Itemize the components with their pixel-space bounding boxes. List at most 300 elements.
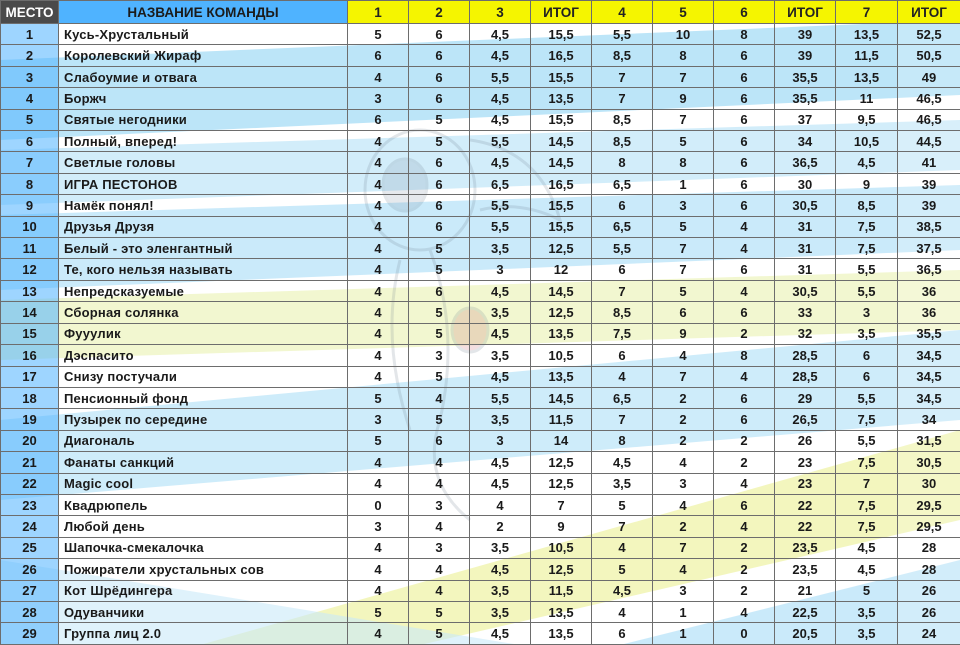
cell-round-7: 7,5 [836,238,898,259]
cell-subtotal-2: 21 [775,580,836,601]
cell-subtotal-2: 22 [775,516,836,537]
cell-subtotal-1: 16,5 [531,45,592,66]
cell-round-7: 8,5 [836,195,898,216]
cell-place: 21 [1,452,59,473]
cell-round-3: 5,5 [470,66,531,87]
cell-round-1: 4 [348,366,409,387]
cell-round-5: 5 [653,216,714,237]
cell-subtotal-1: 13,5 [531,366,592,387]
cell-round-7: 9 [836,173,898,194]
cell-place: 8 [1,173,59,194]
cell-total: 46,5 [898,88,960,109]
cell-round-5: 4 [653,452,714,473]
cell-round-5: 3 [653,473,714,494]
cell-round-7: 3 [836,302,898,323]
cell-total: 31,5 [898,430,960,451]
cell-round-5: 2 [653,516,714,537]
cell-round-5: 2 [653,409,714,430]
cell-place: 2 [1,45,59,66]
cell-team-name: Королевский Жираф [59,45,348,66]
cell-place: 13 [1,280,59,301]
cell-place: 22 [1,473,59,494]
cell-place: 19 [1,409,59,430]
cell-round-5: 7 [653,238,714,259]
cell-round-1: 4 [348,345,409,366]
cell-round-2: 6 [409,24,470,45]
cell-round-4: 7 [592,66,653,87]
cell-round-6: 4 [714,216,775,237]
cell-total: 38,5 [898,216,960,237]
cell-round-4: 6,5 [592,173,653,194]
cell-subtotal-2: 32 [775,323,836,344]
table-row [1,24,960,45]
cell-total: 34,5 [898,387,960,408]
cell-round-5: 5 [653,131,714,152]
cell-subtotal-1: 13,5 [531,623,592,645]
cell-round-1: 6 [348,109,409,130]
cell-round-6: 6 [714,387,775,408]
cell-round-6: 2 [714,430,775,451]
cell-subtotal-2: 26 [775,430,836,451]
table-row [1,131,960,152]
cell-team-name: Друзья Друзя [59,216,348,237]
cell-subtotal-1: 15,5 [531,109,592,130]
cell-round-2: 6 [409,216,470,237]
cell-subtotal-2: 23,5 [775,537,836,558]
cell-subtotal-2: 22 [775,494,836,515]
cell-round-7: 5,5 [836,430,898,451]
cell-total: 41 [898,152,960,173]
cell-place: 5 [1,109,59,130]
cell-round-3: 4,5 [470,109,531,130]
cell-round-4: 6 [592,195,653,216]
cell-round-3: 6,5 [470,173,531,194]
cell-subtotal-2: 20,5 [775,623,836,645]
cell-round-1: 3 [348,88,409,109]
cell-round-5: 6 [653,302,714,323]
cell-team-name: Снизу постучали [59,366,348,387]
cell-place: 25 [1,537,59,558]
table-row [1,109,960,130]
cell-round-4: 4,5 [592,580,653,601]
cell-round-6: 4 [714,280,775,301]
cell-round-1: 5 [348,601,409,622]
cell-team-name: Дэспасито [59,345,348,366]
cell-round-6: 2 [714,559,775,580]
cell-round-2: 4 [409,473,470,494]
cell-round-4: 6,5 [592,387,653,408]
table-row [1,623,960,645]
cell-round-2: 6 [409,430,470,451]
cell-total: 39 [898,195,960,216]
cell-total: 46,5 [898,109,960,130]
cell-subtotal-1: 15,5 [531,66,592,87]
cell-total: 30 [898,473,960,494]
cell-total: 29,5 [898,494,960,515]
table-row [1,473,960,494]
cell-round-6: 8 [714,24,775,45]
cell-place: 20 [1,430,59,451]
cell-round-6: 6 [714,302,775,323]
cell-team-name: Святые негодники [59,109,348,130]
cell-round-6: 6 [714,109,775,130]
cell-round-2: 5 [409,302,470,323]
cell-subtotal-1: 12,5 [531,302,592,323]
cell-round-2: 5 [409,109,470,130]
header-subtotal-2: ИТОГ [775,1,836,24]
cell-subtotal-1: 15,5 [531,195,592,216]
cell-round-2: 4 [409,516,470,537]
cell-round-3: 4,5 [470,88,531,109]
cell-round-3: 4,5 [470,152,531,173]
cell-round-6: 6 [714,195,775,216]
cell-round-2: 6 [409,173,470,194]
cell-round-4: 8,5 [592,109,653,130]
cell-round-2: 5 [409,238,470,259]
cell-round-1: 4 [348,623,409,645]
cell-round-4: 8,5 [592,302,653,323]
cell-team-name: Светлые головы [59,152,348,173]
cell-subtotal-2: 39 [775,45,836,66]
cell-round-7: 7 [836,473,898,494]
cell-round-5: 2 [653,430,714,451]
cell-round-3: 5,5 [470,195,531,216]
cell-total: 34,5 [898,345,960,366]
cell-round-3: 3,5 [470,537,531,558]
cell-subtotal-2: 31 [775,238,836,259]
cell-round-1: 4 [348,238,409,259]
cell-round-4: 7,5 [592,323,653,344]
header-round-5: 5 [653,1,714,24]
cell-subtotal-2: 23 [775,452,836,473]
cell-round-7: 5,5 [836,259,898,280]
cell-round-7: 10,5 [836,131,898,152]
table-row [1,452,960,473]
cell-round-1: 0 [348,494,409,515]
cell-team-name: Пенсионный фонд [59,387,348,408]
cell-round-5: 8 [653,152,714,173]
cell-subtotal-1: 12,5 [531,559,592,580]
cell-subtotal-1: 11,5 [531,580,592,601]
cell-round-7: 5,5 [836,387,898,408]
cell-round-7: 3,5 [836,601,898,622]
cell-team-name: Любой день [59,516,348,537]
cell-subtotal-1: 16,5 [531,173,592,194]
cell-round-2: 5 [409,623,470,645]
cell-round-2: 3 [409,537,470,558]
table-row [1,537,960,558]
cell-round-6: 6 [714,152,775,173]
cell-subtotal-2: 28,5 [775,345,836,366]
cell-round-1: 4 [348,216,409,237]
cell-subtotal-2: 28,5 [775,366,836,387]
cell-round-7: 7,5 [836,409,898,430]
cell-round-5: 9 [653,323,714,344]
cell-place: 15 [1,323,59,344]
cell-team-name: Группа лиц 2.0 [59,623,348,645]
cell-round-1: 4 [348,259,409,280]
header-subtotal-1: ИТОГ [531,1,592,24]
cell-team-name: Magic cool [59,473,348,494]
cell-round-5: 7 [653,109,714,130]
cell-round-3: 4,5 [470,559,531,580]
cell-round-7: 7,5 [836,494,898,515]
table-row [1,323,960,344]
cell-subtotal-2: 34 [775,131,836,152]
cell-team-name: Полный, вперед! [59,131,348,152]
cell-place: 18 [1,387,59,408]
cell-place: 12 [1,259,59,280]
cell-place: 26 [1,559,59,580]
cell-subtotal-2: 35,5 [775,88,836,109]
cell-round-1: 4 [348,195,409,216]
cell-round-5: 3 [653,580,714,601]
cell-round-1: 4 [348,152,409,173]
cell-round-1: 4 [348,302,409,323]
cell-round-4: 6 [592,345,653,366]
cell-round-7: 4,5 [836,152,898,173]
cell-round-6: 6 [714,409,775,430]
cell-subtotal-2: 26,5 [775,409,836,430]
cell-round-3: 5,5 [470,387,531,408]
cell-round-1: 4 [348,280,409,301]
cell-round-7: 11 [836,88,898,109]
cell-round-2: 6 [409,45,470,66]
cell-subtotal-1: 12,5 [531,238,592,259]
table-row [1,580,960,601]
table-row [1,66,960,87]
cell-round-7: 13,5 [836,66,898,87]
cell-round-2: 5 [409,601,470,622]
cell-place: 6 [1,131,59,152]
table-row [1,387,960,408]
cell-round-1: 3 [348,516,409,537]
cell-subtotal-1: 11,5 [531,409,592,430]
table-row [1,601,960,622]
cell-round-3: 3,5 [470,409,531,430]
table-row [1,216,960,237]
cell-place: 9 [1,195,59,216]
cell-round-5: 7 [653,537,714,558]
cell-subtotal-1: 12,5 [531,452,592,473]
cell-subtotal-1: 14,5 [531,280,592,301]
cell-round-2: 6 [409,280,470,301]
cell-round-1: 3 [348,409,409,430]
cell-subtotal-2: 36,5 [775,152,836,173]
cell-round-7: 6 [836,366,898,387]
cell-total: 24 [898,623,960,645]
header-total: ИТОГ [898,1,960,24]
cell-round-2: 5 [409,409,470,430]
cell-round-6: 2 [714,580,775,601]
cell-subtotal-2: 29 [775,387,836,408]
cell-team-name: Квадрюпель [59,494,348,515]
cell-team-name: Намёк понял! [59,195,348,216]
cell-round-1: 4 [348,66,409,87]
cell-round-1: 4 [348,559,409,580]
cell-subtotal-2: 31 [775,259,836,280]
cell-round-5: 4 [653,345,714,366]
cell-subtotal-1: 14 [531,430,592,451]
cell-team-name: Диагональ [59,430,348,451]
cell-team-name: Белый - это эленгантный [59,238,348,259]
cell-round-2: 6 [409,88,470,109]
cell-total: 50,5 [898,45,960,66]
table-row [1,238,960,259]
table-row [1,88,960,109]
cell-round-4: 6 [592,623,653,645]
cell-round-1: 4 [348,173,409,194]
cell-round-4: 6,5 [592,216,653,237]
cell-round-7: 7,5 [836,452,898,473]
cell-subtotal-2: 23,5 [775,559,836,580]
cell-subtotal-2: 31 [775,216,836,237]
cell-place: 16 [1,345,59,366]
cell-round-7: 7,5 [836,516,898,537]
table-row [1,280,960,301]
table-row [1,195,960,216]
cell-place: 27 [1,580,59,601]
cell-subtotal-2: 35,5 [775,66,836,87]
cell-round-4: 8 [592,430,653,451]
cell-round-6: 6 [714,88,775,109]
cell-round-1: 6 [348,45,409,66]
cell-round-4: 5 [592,494,653,515]
cell-round-4: 7 [592,88,653,109]
cell-total: 26 [898,580,960,601]
cell-round-3: 4,5 [470,623,531,645]
cell-round-3: 4,5 [470,366,531,387]
cell-round-7: 5 [836,580,898,601]
cell-round-4: 7 [592,280,653,301]
cell-subtotal-1: 13,5 [531,601,592,622]
cell-team-name: Сборная солянка [59,302,348,323]
cell-round-2: 5 [409,259,470,280]
cell-team-name: Кусь-Хрустальный [59,24,348,45]
header-team: НАЗВАНИЕ КОМАНДЫ [59,1,348,24]
cell-total: 36,5 [898,259,960,280]
table-row [1,345,960,366]
table-row [1,45,960,66]
cell-round-7: 3,5 [836,323,898,344]
cell-place: 11 [1,238,59,259]
cell-round-2: 4 [409,580,470,601]
cell-subtotal-2: 30 [775,173,836,194]
cell-round-3: 4,5 [470,452,531,473]
cell-round-5: 5 [653,280,714,301]
header-round-4: 4 [592,1,653,24]
cell-round-6: 6 [714,66,775,87]
cell-round-2: 3 [409,345,470,366]
table-row [1,559,960,580]
cell-place: 7 [1,152,59,173]
header-place: МЕСТО [1,1,59,24]
cell-total: 37,5 [898,238,960,259]
cell-round-3: 5,5 [470,131,531,152]
cell-subtotal-2: 23 [775,473,836,494]
cell-round-6: 6 [714,131,775,152]
header-round-6: 6 [714,1,775,24]
cell-round-3: 3 [470,259,531,280]
cell-place: 3 [1,66,59,87]
cell-subtotal-2: 22,5 [775,601,836,622]
cell-total: 34,5 [898,366,960,387]
cell-subtotal-1: 14,5 [531,387,592,408]
cell-team-name: Те, кого нельзя называть [59,259,348,280]
cell-team-name: Слабоумие и отвага [59,66,348,87]
cell-place: 29 [1,623,59,645]
cell-subtotal-2: 30,5 [775,280,836,301]
cell-total: 34 [898,409,960,430]
cell-round-7: 4,5 [836,559,898,580]
cell-subtotal-1: 9 [531,516,592,537]
cell-round-7: 4,5 [836,537,898,558]
cell-total: 36 [898,302,960,323]
cell-round-4: 4,5 [592,452,653,473]
cell-subtotal-1: 13,5 [531,323,592,344]
cell-subtotal-1: 10,5 [531,537,592,558]
cell-round-4: 7 [592,409,653,430]
cell-total: 26 [898,601,960,622]
cell-round-6: 8 [714,345,775,366]
header-round-1: 1 [348,1,409,24]
cell-round-3: 3,5 [470,580,531,601]
cell-subtotal-2: 39 [775,24,836,45]
cell-round-1: 5 [348,24,409,45]
cell-round-7: 5,5 [836,280,898,301]
cell-round-2: 5 [409,366,470,387]
table-row [1,366,960,387]
cell-round-5: 7 [653,66,714,87]
cell-round-2: 6 [409,195,470,216]
cell-round-6: 2 [714,323,775,344]
cell-round-6: 2 [714,537,775,558]
cell-round-3: 2 [470,516,531,537]
cell-team-name: Непредсказуемые [59,280,348,301]
cell-subtotal-1: 12 [531,259,592,280]
header-round-2: 2 [409,1,470,24]
cell-place: 17 [1,366,59,387]
cell-total: 39 [898,173,960,194]
cell-round-4: 4 [592,537,653,558]
cell-team-name: Фанаты санкций [59,452,348,473]
cell-round-3: 4,5 [470,280,531,301]
cell-round-6: 4 [714,366,775,387]
cell-round-5: 9 [653,88,714,109]
cell-team-name: Боржч [59,88,348,109]
cell-round-4: 5,5 [592,24,653,45]
cell-round-3: 3 [470,430,531,451]
cell-round-1: 4 [348,580,409,601]
cell-round-3: 3,5 [470,238,531,259]
cell-round-5: 10 [653,24,714,45]
cell-total: 49 [898,66,960,87]
cell-total: 29,5 [898,516,960,537]
cell-team-name: Фууулик [59,323,348,344]
cell-round-1: 4 [348,323,409,344]
cell-round-4: 8 [592,152,653,173]
cell-place: 4 [1,88,59,109]
cell-team-name: Кот Шрёдингера [59,580,348,601]
cell-total: 28 [898,559,960,580]
cell-subtotal-2: 33 [775,302,836,323]
cell-place: 10 [1,216,59,237]
table-row [1,302,960,323]
cell-total: 35,5 [898,323,960,344]
cell-round-5: 3 [653,195,714,216]
cell-total: 44,5 [898,131,960,152]
cell-round-2: 4 [409,387,470,408]
